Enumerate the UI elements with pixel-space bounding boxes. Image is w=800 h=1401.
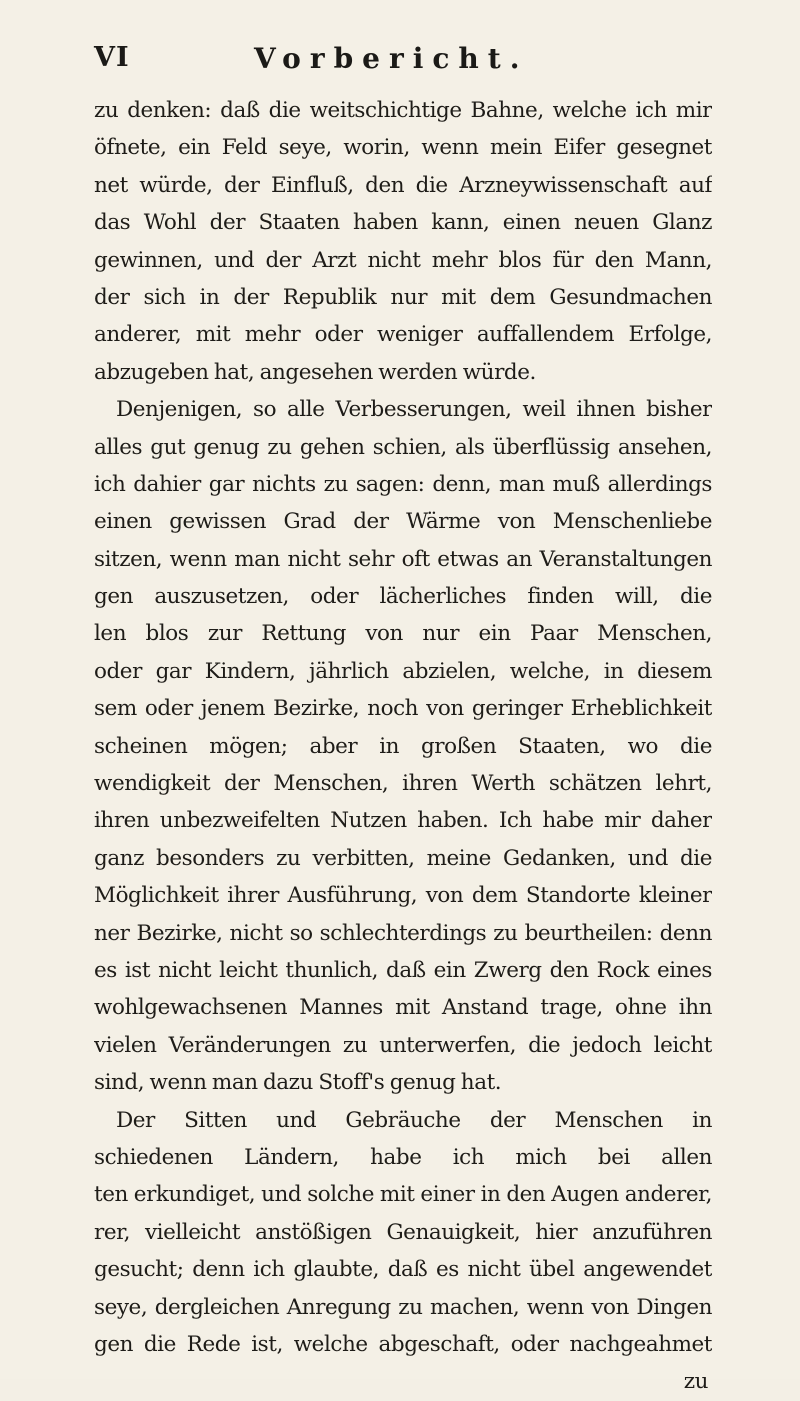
text-line: öfnete, ein Feld seye, worin, wenn mein Eifer gesegnet — [94, 135, 712, 161]
text-line: sitzen, wenn man nicht sehr oft etwas an Veranstaltungen — [94, 546, 712, 572]
text-line: gen auszusetzen, oder lächerliches finden will, die — [94, 584, 712, 610]
text-line: es ist nicht leicht thunlich, daß ein Zwerg den Rock eines — [94, 957, 712, 983]
text-line: seye, dergleichen Anregung zu machen, wenn von Dingen — [94, 1294, 712, 1320]
text-line: wohlgewachsenen Mannes mit Anstand trage, ohne ihn — [94, 995, 712, 1021]
text-line: Möglichkeit ihrer Ausführung, von dem Standorte kleiner — [94, 883, 712, 909]
text-line: net würde, der Einfluß, den die Arzneywissenschaft auf — [94, 172, 712, 198]
text-line: Denjenigen, so alle Verbesserungen, weil ihnen bisher — [116, 397, 712, 423]
text-line: rer, vielleicht anstößigen Genauigkeit, hier anzuführen — [94, 1219, 712, 1245]
text-line: vielen Veränderungen zu unterwerfen, die jedoch leicht — [94, 1032, 712, 1058]
text-line: gewinnen, und der Arzt nicht mehr blos für den Mann, — [94, 247, 712, 273]
text-line: ten erkundiget, und solche mit einer in den Augen anderer, — [94, 1182, 712, 1208]
text-line: alles gut genug zu gehen schien, als überflüssig ansehen, — [94, 434, 712, 460]
text-line: gen die Rede ist, welche abgeschaft, oder nachgeahmet — [94, 1331, 712, 1357]
text-line: wendigkeit der Menschen, ihren Werth schätzen lehrt, — [94, 771, 712, 797]
text-line: gesucht; denn ich glaubte, daß es nicht übel angewendet — [94, 1257, 712, 1283]
text-line: abzugeben hat, angesehen werden würde. — [94, 359, 536, 385]
text-line: Der Sitten und Gebräuche der Menschen in — [116, 1107, 712, 1133]
text-line: ner Bezirke, nicht so schlechterdings zu beurtheilen: denn — [94, 920, 712, 946]
text-line: ganz besonders zu verbitten, meine Gedanken, und die — [94, 845, 712, 871]
text-line: sem oder jenem Bezirke, noch von geringer Erheblichkeit — [94, 696, 712, 722]
text-line: zu denken: daß die weitschichtige Bahne, welche ich mir — [94, 98, 712, 123]
text-line: einen gewissen Grad der Wärme von Menschenliebe — [94, 509, 712, 535]
text-line: schiedenen Ländern, habe ich mich bei allen — [94, 1144, 712, 1170]
body-text — [94, 92, 712, 1401]
catchword: zu — [683, 1369, 708, 1395]
text-line: das Wohl der Staaten haben kann, einen neuen Glanz — [94, 210, 712, 236]
text-line: ich dahier gar nichts zu sagen: denn, man muß allerdings — [94, 471, 712, 497]
page-number: VI — [94, 42, 130, 73]
text-line: ihren unbezweifelten Nutzen haben. Ich habe mir daher — [94, 808, 712, 834]
running-head: Vorbericht. — [254, 42, 529, 75]
page-header — [94, 42, 724, 82]
text-line: der sich in der Republik nur mit dem Gesundmachen — [94, 284, 712, 310]
text-line: anderer, mit mehr oder weniger auffallendem Erfolge, — [94, 322, 712, 348]
text-line: sind, wenn man dazu Stoff's genug hat. — [94, 1070, 502, 1096]
text-line: oder gar Kindern, jährlich abzielen, welche, in diesem — [94, 658, 712, 684]
text-line: scheinen mögen; aber in großen Staaten, wo die — [94, 733, 712, 759]
text-line: len blos zur Rettung von nur ein Paar Menschen, — [94, 621, 712, 647]
